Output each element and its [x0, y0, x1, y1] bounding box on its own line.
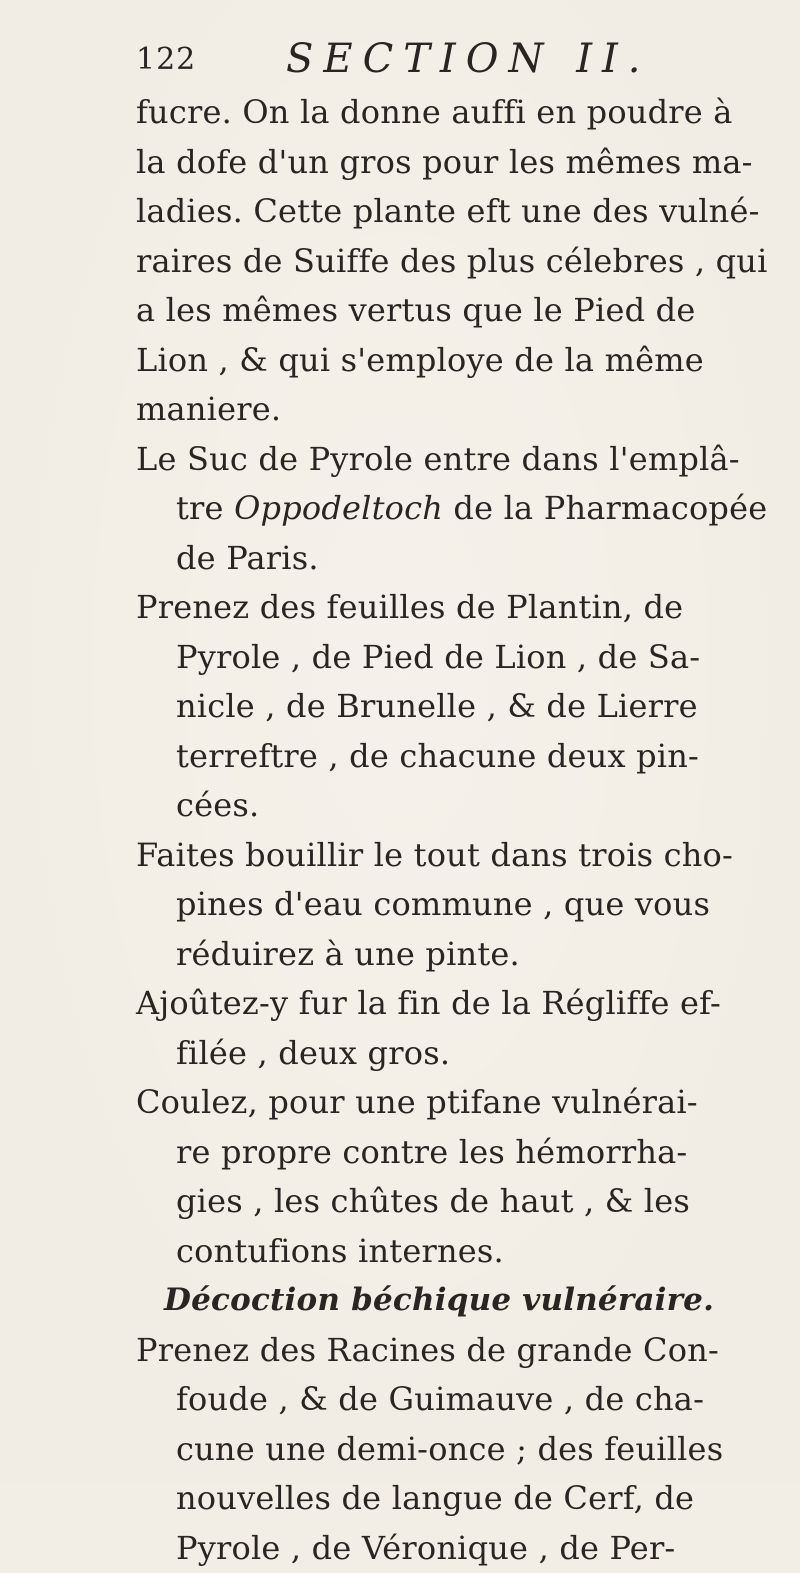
text-line: fucre. On la donne auffi en poudre à: [136, 88, 766, 138]
running-head: SECTION II.: [286, 36, 651, 82]
text-line: filée , deux gros.: [136, 1029, 766, 1079]
text-line: cées.: [136, 781, 766, 831]
text-line: ladies. Cette plante eft une des vulné-: [136, 187, 766, 237]
text-line: re propre contre les hémorrha-: [136, 1128, 766, 1178]
text-line: raires de Suiffe des plus célebres , qui: [136, 237, 766, 287]
text-line: contufions internes.: [136, 1227, 766, 1277]
text-line: gies , les chûtes de haut , & les: [136, 1177, 766, 1227]
text-line: Lion , & qui s'employe de la même: [136, 336, 766, 386]
text-line: maniere.: [136, 385, 766, 435]
text-line: Faites bouillir le tout dans trois cho-: [136, 831, 766, 881]
text-line: tre Oppodeltoch de la Pharmacopée: [136, 484, 766, 534]
italic-term: Oppodeltoch: [234, 489, 443, 527]
text-line: Coulez, pour une ptifane vulnérai-: [136, 1078, 766, 1128]
page-header: [136, 42, 756, 90]
text-line: Ajoûtez-y fur la fin de la Régliffe ef-: [136, 979, 766, 1029]
text-line: Pyrole , de Véronique , de Per-: [136, 1524, 766, 1573]
text-line: terreftre , de chacune deux pin-: [136, 732, 766, 782]
text-line: a les mêmes vertus que le Pied de: [136, 286, 766, 336]
text-line: pines d'eau commune , que vous: [136, 880, 766, 930]
text-line: la dofe d'un gros pour les mêmes ma-: [136, 138, 766, 188]
page-number: 122: [136, 42, 196, 77]
text-line: foude , & de Guimauve , de cha-: [136, 1375, 766, 1425]
text-line: Pyrole , de Pied de Lion , de Sa-: [136, 633, 766, 683]
text-line: Prenez des feuilles de Plantin, de: [136, 583, 766, 633]
text-line: nouvelles de langue de Cerf, de: [136, 1474, 766, 1524]
text-line: nicle , de Brunelle , & de Lierre: [136, 682, 766, 732]
text-line: Le Suc de Pyrole entre dans l'emplâ-: [136, 435, 766, 485]
text-line: Prenez des Racines de grande Con-: [136, 1326, 766, 1376]
body-text: [136, 88, 766, 1573]
section-title: Décoction béchique vulnéraire.: [136, 1276, 766, 1326]
text-line: cune une demi-once ; des feuilles: [136, 1425, 766, 1475]
text-line: réduirez à une pinte.: [136, 930, 766, 980]
text-line: de Paris.: [136, 534, 766, 584]
